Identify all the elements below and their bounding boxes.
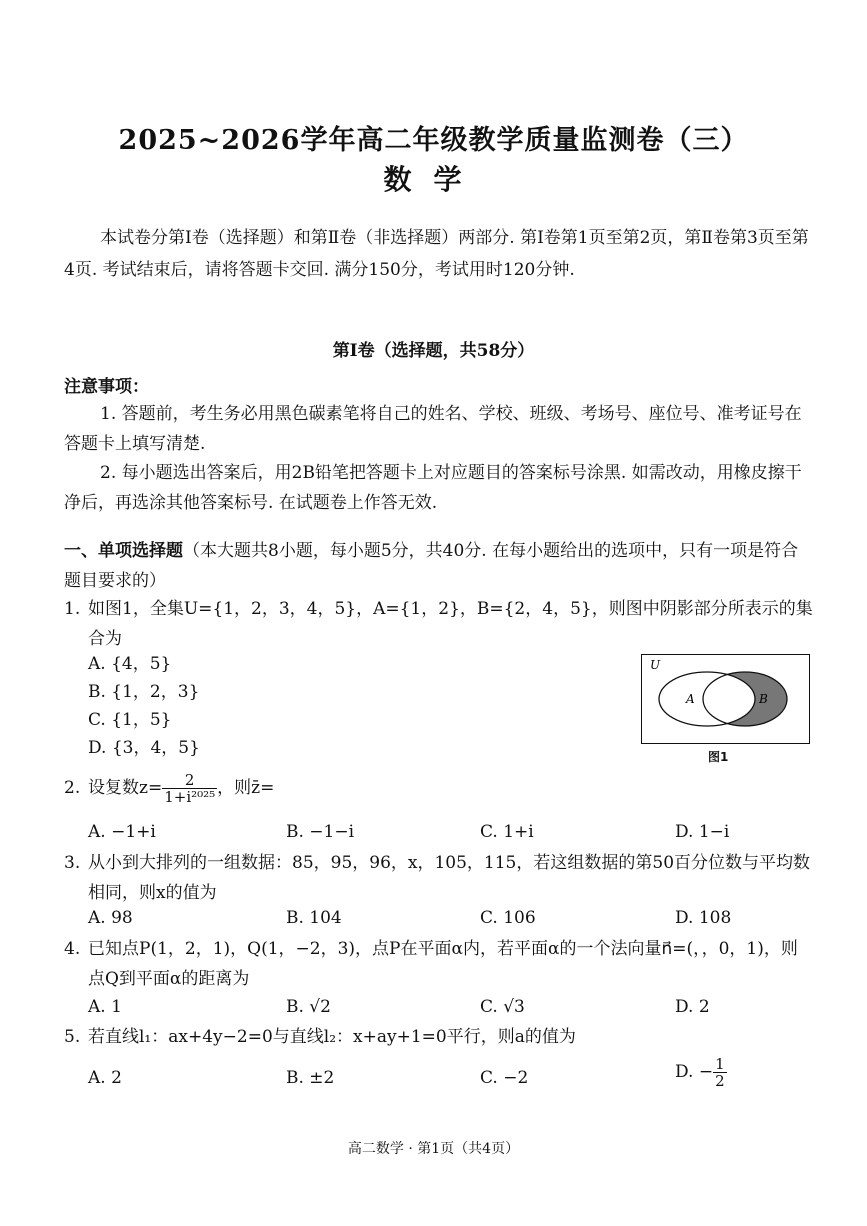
option-c: C. √3 xyxy=(480,997,525,1017)
question-1 xyxy=(64,594,814,654)
question-suffix: ，则z̄= xyxy=(217,778,275,798)
label-b: B xyxy=(759,692,768,706)
subject-title: 数学 xyxy=(383,163,484,196)
option-d-prefix: D. − xyxy=(675,1062,714,1082)
notice-item: 2. 每小题选出答案后，用2B铅笔把答题卡上对应题目的答案标号涂黑. 如需改动，用橡皮擦干净后，再选涂其他答案标号. 在试题卷上作答无效. xyxy=(64,463,802,513)
option-b: B. −1−i xyxy=(286,822,355,842)
question-text: 如图1，全集U={1，2，3，4，5}，A={1，2}，B={2，4，5}，则图中阴影部分所表示的集合为 xyxy=(88,599,813,649)
option-d xyxy=(675,1056,727,1089)
intro-paragraph: 本试卷分第Ⅰ卷（选择题）和第Ⅱ卷（非选择题）两部分. 第Ⅰ卷第1页至第2页，第Ⅱ卷第3页至第4页. 考试结束后，请将答题卡交回. 满分150分，考试用时120分钟. xyxy=(64,228,809,280)
question-text: 从小到大排列的一组数据：85，95，96，x，105，115，若这组数据的第50百分位数与平均数相同，则x的值为 xyxy=(88,853,811,903)
question-number: 1. xyxy=(64,599,81,619)
notice-item: 1. 答题前，考生务必用黑色碳素笔将自己的姓名、学校、班级、考场号、座位号、准考证号在答题卡上填写清楚. xyxy=(64,404,802,454)
venn-diagram xyxy=(641,654,810,744)
part-heading xyxy=(64,536,814,596)
option-c: C. {1，5} xyxy=(88,710,172,730)
option-c: C. −2 xyxy=(480,1068,529,1088)
option-a: A. {4，5} xyxy=(88,654,172,674)
option-b: B. √2 xyxy=(286,997,331,1017)
question-text: 若直线l₁：ax+4y−2=0与直线l₂：x+ay+1=0平行，则a的值为 xyxy=(88,1027,576,1047)
section-heading: 第Ⅰ卷（选择题，共58分） xyxy=(332,341,535,361)
notice-heading: 注意事项： xyxy=(64,377,149,397)
page-footer: 高二数学 · 第1页（共4页） xyxy=(347,1141,520,1157)
option-d: D. {3，4，5} xyxy=(88,738,200,758)
fraction xyxy=(162,772,217,805)
part-title: 一、单项选择题 xyxy=(64,541,183,561)
option-d: D. 108 xyxy=(675,908,732,928)
question-2 xyxy=(64,772,814,805)
option-b: B. 104 xyxy=(286,908,342,928)
option-b: B. {1，2，3} xyxy=(88,682,200,702)
fraction xyxy=(713,1056,727,1089)
exam-title: 2025~2026学年高二年级教学质量监测卷（三） xyxy=(118,125,749,156)
question-number: 2. xyxy=(64,778,81,798)
fraction-denominator: 1+i²⁰²⁵ xyxy=(164,788,216,806)
question-4 xyxy=(64,934,814,994)
question-5 xyxy=(64,1022,814,1052)
option-a: A. 2 xyxy=(88,1068,122,1088)
option-b: B. ±2 xyxy=(286,1068,335,1088)
question-number: 5. xyxy=(64,1027,81,1047)
question-number: 4. xyxy=(64,939,81,959)
option-d: D. 1−i xyxy=(675,822,730,842)
part-description: （本大题共8小题，每小题5分，共40分. 在每小题给出的选项中，只有一项是符合题目要求的） xyxy=(64,541,799,591)
fraction-denominator: 2 xyxy=(715,1072,725,1090)
venn-svg xyxy=(642,655,809,743)
option-d: D. 2 xyxy=(675,997,710,1017)
option-a: A. 98 xyxy=(88,908,133,928)
option-c: C. 106 xyxy=(480,908,536,928)
fraction-numerator: 2 xyxy=(162,772,217,789)
question-number: 3. xyxy=(64,853,81,873)
option-a: A. −1+i xyxy=(88,822,156,842)
fraction-numerator: 1 xyxy=(715,1055,725,1073)
figure-caption: 图1 xyxy=(708,750,729,764)
question-text: 已知点P(1，2，1)，Q(1，−2，3)，点P在平面α内，若平面α的一个法向量n⃗=(，，0，1)，则点Q到平面α的距离为 xyxy=(88,939,798,989)
label-a: A xyxy=(686,692,695,706)
question-text: 设复数z= xyxy=(88,778,163,798)
option-c: C. 1+i xyxy=(480,822,534,842)
label-u: U xyxy=(650,658,661,672)
question-3 xyxy=(64,848,814,908)
option-a: A. 1 xyxy=(88,997,122,1017)
